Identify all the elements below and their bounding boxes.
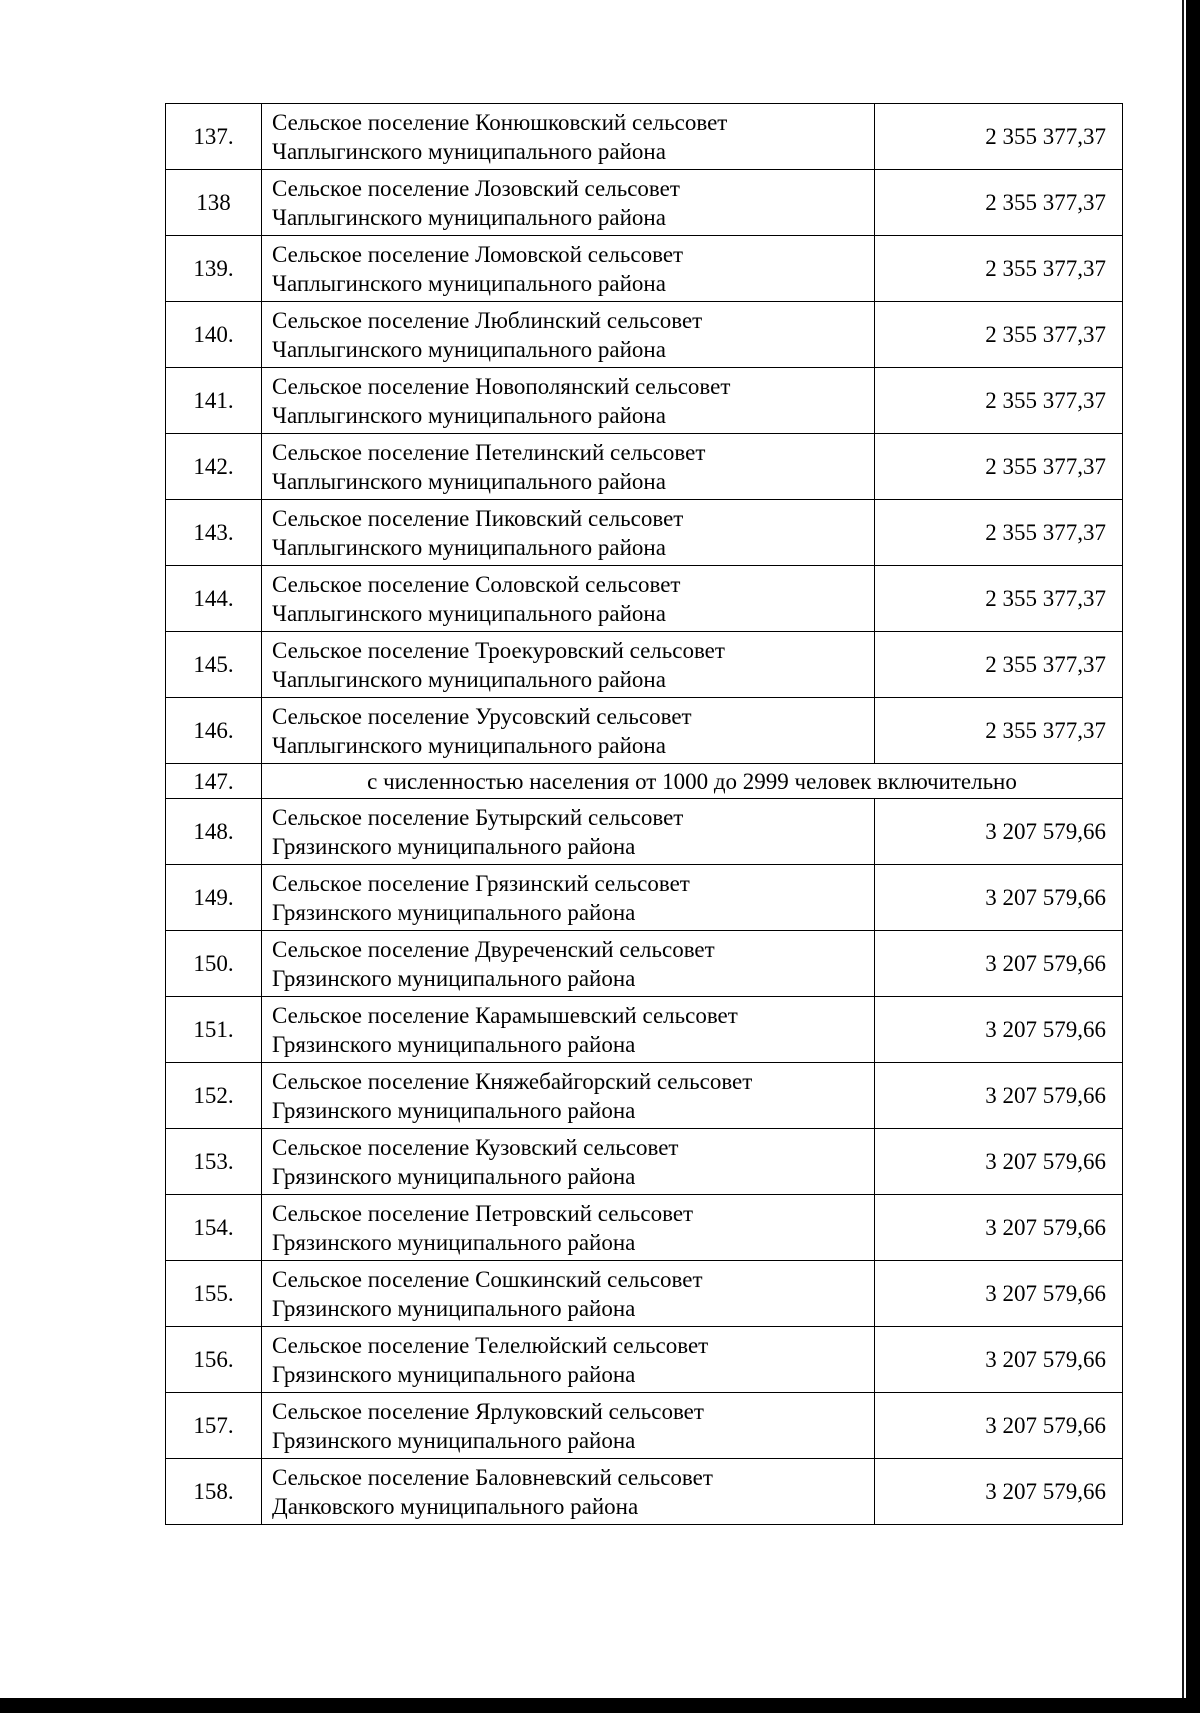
allocation-amount: 3 207 579,66 (875, 799, 1123, 865)
settlement-name (262, 865, 875, 931)
settlement-name (262, 1261, 875, 1327)
district-name-line: Чаплыгинского муниципального района (272, 534, 666, 560)
allocation-amount: 2 355 377,37 (875, 632, 1123, 698)
settlement-name (262, 1063, 875, 1129)
section-label: с численностью населения от 1000 до 2999 человек включительно (262, 764, 1123, 799)
allocation-amount: 3 207 579,66 (875, 1327, 1123, 1393)
allocation-table-body (166, 104, 1123, 1525)
allocation-amount: 2 355 377,37 (875, 104, 1123, 170)
row-number: 144. (166, 566, 262, 632)
scan-edge-line (1182, 0, 1184, 1698)
settlement-name-line: Сельское поселение Конюшковский сельсовет (272, 109, 728, 135)
settlement-name (262, 799, 875, 865)
district-name-line: Грязинского муниципального района (272, 899, 636, 925)
allocation-amount: 2 355 377,37 (875, 698, 1123, 764)
district-name-line: Чаплыгинского муниципального района (272, 270, 666, 296)
row-number: 137. (166, 104, 262, 170)
allocation-amount: 3 207 579,66 (875, 1393, 1123, 1459)
district-name-line: Чаплыгинского муниципального района (272, 600, 666, 626)
settlement-name (262, 500, 875, 566)
district-name-line: Грязинского муниципального района (272, 1229, 636, 1255)
table-row (166, 1063, 1123, 1129)
settlement-name-line: Сельское поселение Карамышевский сельсовет (272, 1002, 738, 1028)
table-row (166, 1195, 1123, 1261)
scan-bottom-border (0, 1698, 1200, 1713)
table-row (166, 500, 1123, 566)
row-number: 158. (166, 1459, 262, 1525)
allocation-amount: 2 355 377,37 (875, 170, 1123, 236)
district-name-line: Грязинского муниципального района (272, 833, 636, 859)
district-name-line: Грязинского муниципального района (272, 965, 636, 991)
table-row (166, 1129, 1123, 1195)
row-number: 145. (166, 632, 262, 698)
row-number: 141. (166, 368, 262, 434)
district-name-line: Чаплыгинского муниципального района (272, 732, 666, 758)
allocation-amount: 3 207 579,66 (875, 1261, 1123, 1327)
settlement-name (262, 170, 875, 236)
row-number: 156. (166, 1327, 262, 1393)
district-name-line: Чаплыгинского муниципального района (272, 402, 666, 428)
settlement-name (262, 931, 875, 997)
district-name-line: Чаплыгинского муниципального района (272, 336, 666, 362)
settlement-name-line: Сельское поселение Грязинский сельсовет (272, 870, 690, 896)
settlement-name-line: Сельское поселение Троекуровский сельсовет (272, 637, 725, 663)
settlement-name-line: Сельское поселение Лозовский сельсовет (272, 175, 680, 201)
row-number: 140. (166, 302, 262, 368)
row-number: 138 (166, 170, 262, 236)
table-row (166, 1393, 1123, 1459)
settlement-name (262, 1459, 875, 1525)
allocation-amount: 3 207 579,66 (875, 1063, 1123, 1129)
settlement-name-line: Сельское поселение Бутырский сельсовет (272, 804, 684, 830)
row-number: 152. (166, 1063, 262, 1129)
table-row (166, 236, 1123, 302)
table-row (166, 1327, 1123, 1393)
allocation-amount: 3 207 579,66 (875, 997, 1123, 1063)
settlement-name-line: Сельское поселение Ломовской сельсовет (272, 241, 684, 267)
row-number: 157. (166, 1393, 262, 1459)
district-name-line: Грязинского муниципального района (272, 1295, 636, 1321)
settlement-name-line: Сельское поселение Сошкинский сельсовет (272, 1266, 703, 1292)
district-name-line: Грязинского муниципального района (272, 1427, 636, 1453)
allocation-amount: 2 355 377,37 (875, 368, 1123, 434)
settlement-name-line: Сельское поселение Петелинский сельсовет (272, 439, 706, 465)
settlement-name-line: Сельское поселение Телелюйский сельсовет (272, 1332, 709, 1358)
row-number: 155. (166, 1261, 262, 1327)
allocation-amount: 3 207 579,66 (875, 1459, 1123, 1525)
table-row (166, 368, 1123, 434)
allocation-amount: 2 355 377,37 (875, 566, 1123, 632)
allocation-amount: 2 355 377,37 (875, 500, 1123, 566)
allocation-amount: 3 207 579,66 (875, 1129, 1123, 1195)
row-number: 153. (166, 1129, 262, 1195)
row-number: 146. (166, 698, 262, 764)
table-row (166, 799, 1123, 865)
settlement-name-line: Сельское поселение Баловневский сельсовет (272, 1464, 713, 1490)
settlement-name-line: Сельское поселение Двуреченский сельсовет (272, 936, 715, 962)
table-row (166, 698, 1123, 764)
table-row (166, 1261, 1123, 1327)
settlement-name (262, 997, 875, 1063)
settlement-name-line: Сельское поселение Княжебайгорский сельсовет (272, 1068, 753, 1094)
district-name-line: Чаплыгинского муниципального района (272, 138, 666, 164)
row-number: 151. (166, 997, 262, 1063)
row-number: 149. (166, 865, 262, 931)
district-name-line: Грязинского муниципального района (272, 1361, 636, 1387)
settlement-name (262, 698, 875, 764)
allocation-amount: 3 207 579,66 (875, 1195, 1123, 1261)
table-row (166, 632, 1123, 698)
settlement-name (262, 1393, 875, 1459)
table-row (166, 566, 1123, 632)
settlement-name (262, 302, 875, 368)
table-row (166, 865, 1123, 931)
district-name-line: Грязинского муниципального района (272, 1031, 636, 1057)
table-row (166, 170, 1123, 236)
settlement-name-line: Сельское поселение Пиковский сельсовет (272, 505, 684, 531)
settlement-name (262, 566, 875, 632)
table-row (166, 1459, 1123, 1525)
table-row (166, 302, 1123, 368)
district-name-line: Чаплыгинского муниципального района (272, 204, 666, 230)
settlement-name (262, 236, 875, 302)
settlement-name (262, 368, 875, 434)
row-number: 147. (166, 764, 262, 799)
district-name-line: Данковского муниципального района (272, 1493, 639, 1519)
settlement-name-line: Сельское поселение Петровский сельсовет (272, 1200, 694, 1226)
district-name-line: Чаплыгинского муниципального района (272, 468, 666, 494)
table-row (166, 434, 1123, 500)
settlement-name (262, 434, 875, 500)
allocation-amount: 2 355 377,37 (875, 236, 1123, 302)
table-row (166, 997, 1123, 1063)
table-row (166, 931, 1123, 997)
row-number: 142. (166, 434, 262, 500)
settlement-name (262, 1327, 875, 1393)
district-name-line: Грязинского муниципального района (272, 1163, 636, 1189)
row-number: 139. (166, 236, 262, 302)
table-row (166, 104, 1123, 170)
settlement-name-line: Сельское поселение Новополянский сельсовет (272, 373, 731, 399)
settlement-name (262, 1195, 875, 1261)
allocation-amount: 2 355 377,37 (875, 302, 1123, 368)
settlement-name-line: Сельское поселение Ярлуковский сельсовет (272, 1398, 704, 1424)
settlement-name-line: Сельское поселение Урусовский сельсовет (272, 703, 692, 729)
district-name-line: Чаплыгинского муниципального района (272, 666, 666, 692)
settlement-name-line: Сельское поселение Соловской сельсовет (272, 571, 681, 597)
allocation-table (165, 103, 1123, 1525)
section-header-row (166, 764, 1123, 799)
row-number: 143. (166, 500, 262, 566)
settlement-name-line: Сельское поселение Люблинский сельсовет (272, 307, 703, 333)
allocation-amount: 3 207 579,66 (875, 865, 1123, 931)
settlement-name (262, 104, 875, 170)
row-number: 148. (166, 799, 262, 865)
settlement-name-line: Сельское поселение Кузовский сельсовет (272, 1134, 679, 1160)
settlement-name (262, 632, 875, 698)
row-number: 150. (166, 931, 262, 997)
allocation-amount: 3 207 579,66 (875, 931, 1123, 997)
row-number: 154. (166, 1195, 262, 1261)
allocation-amount: 2 355 377,37 (875, 434, 1123, 500)
settlement-name (262, 1129, 875, 1195)
district-name-line: Грязинского муниципального района (272, 1097, 636, 1123)
